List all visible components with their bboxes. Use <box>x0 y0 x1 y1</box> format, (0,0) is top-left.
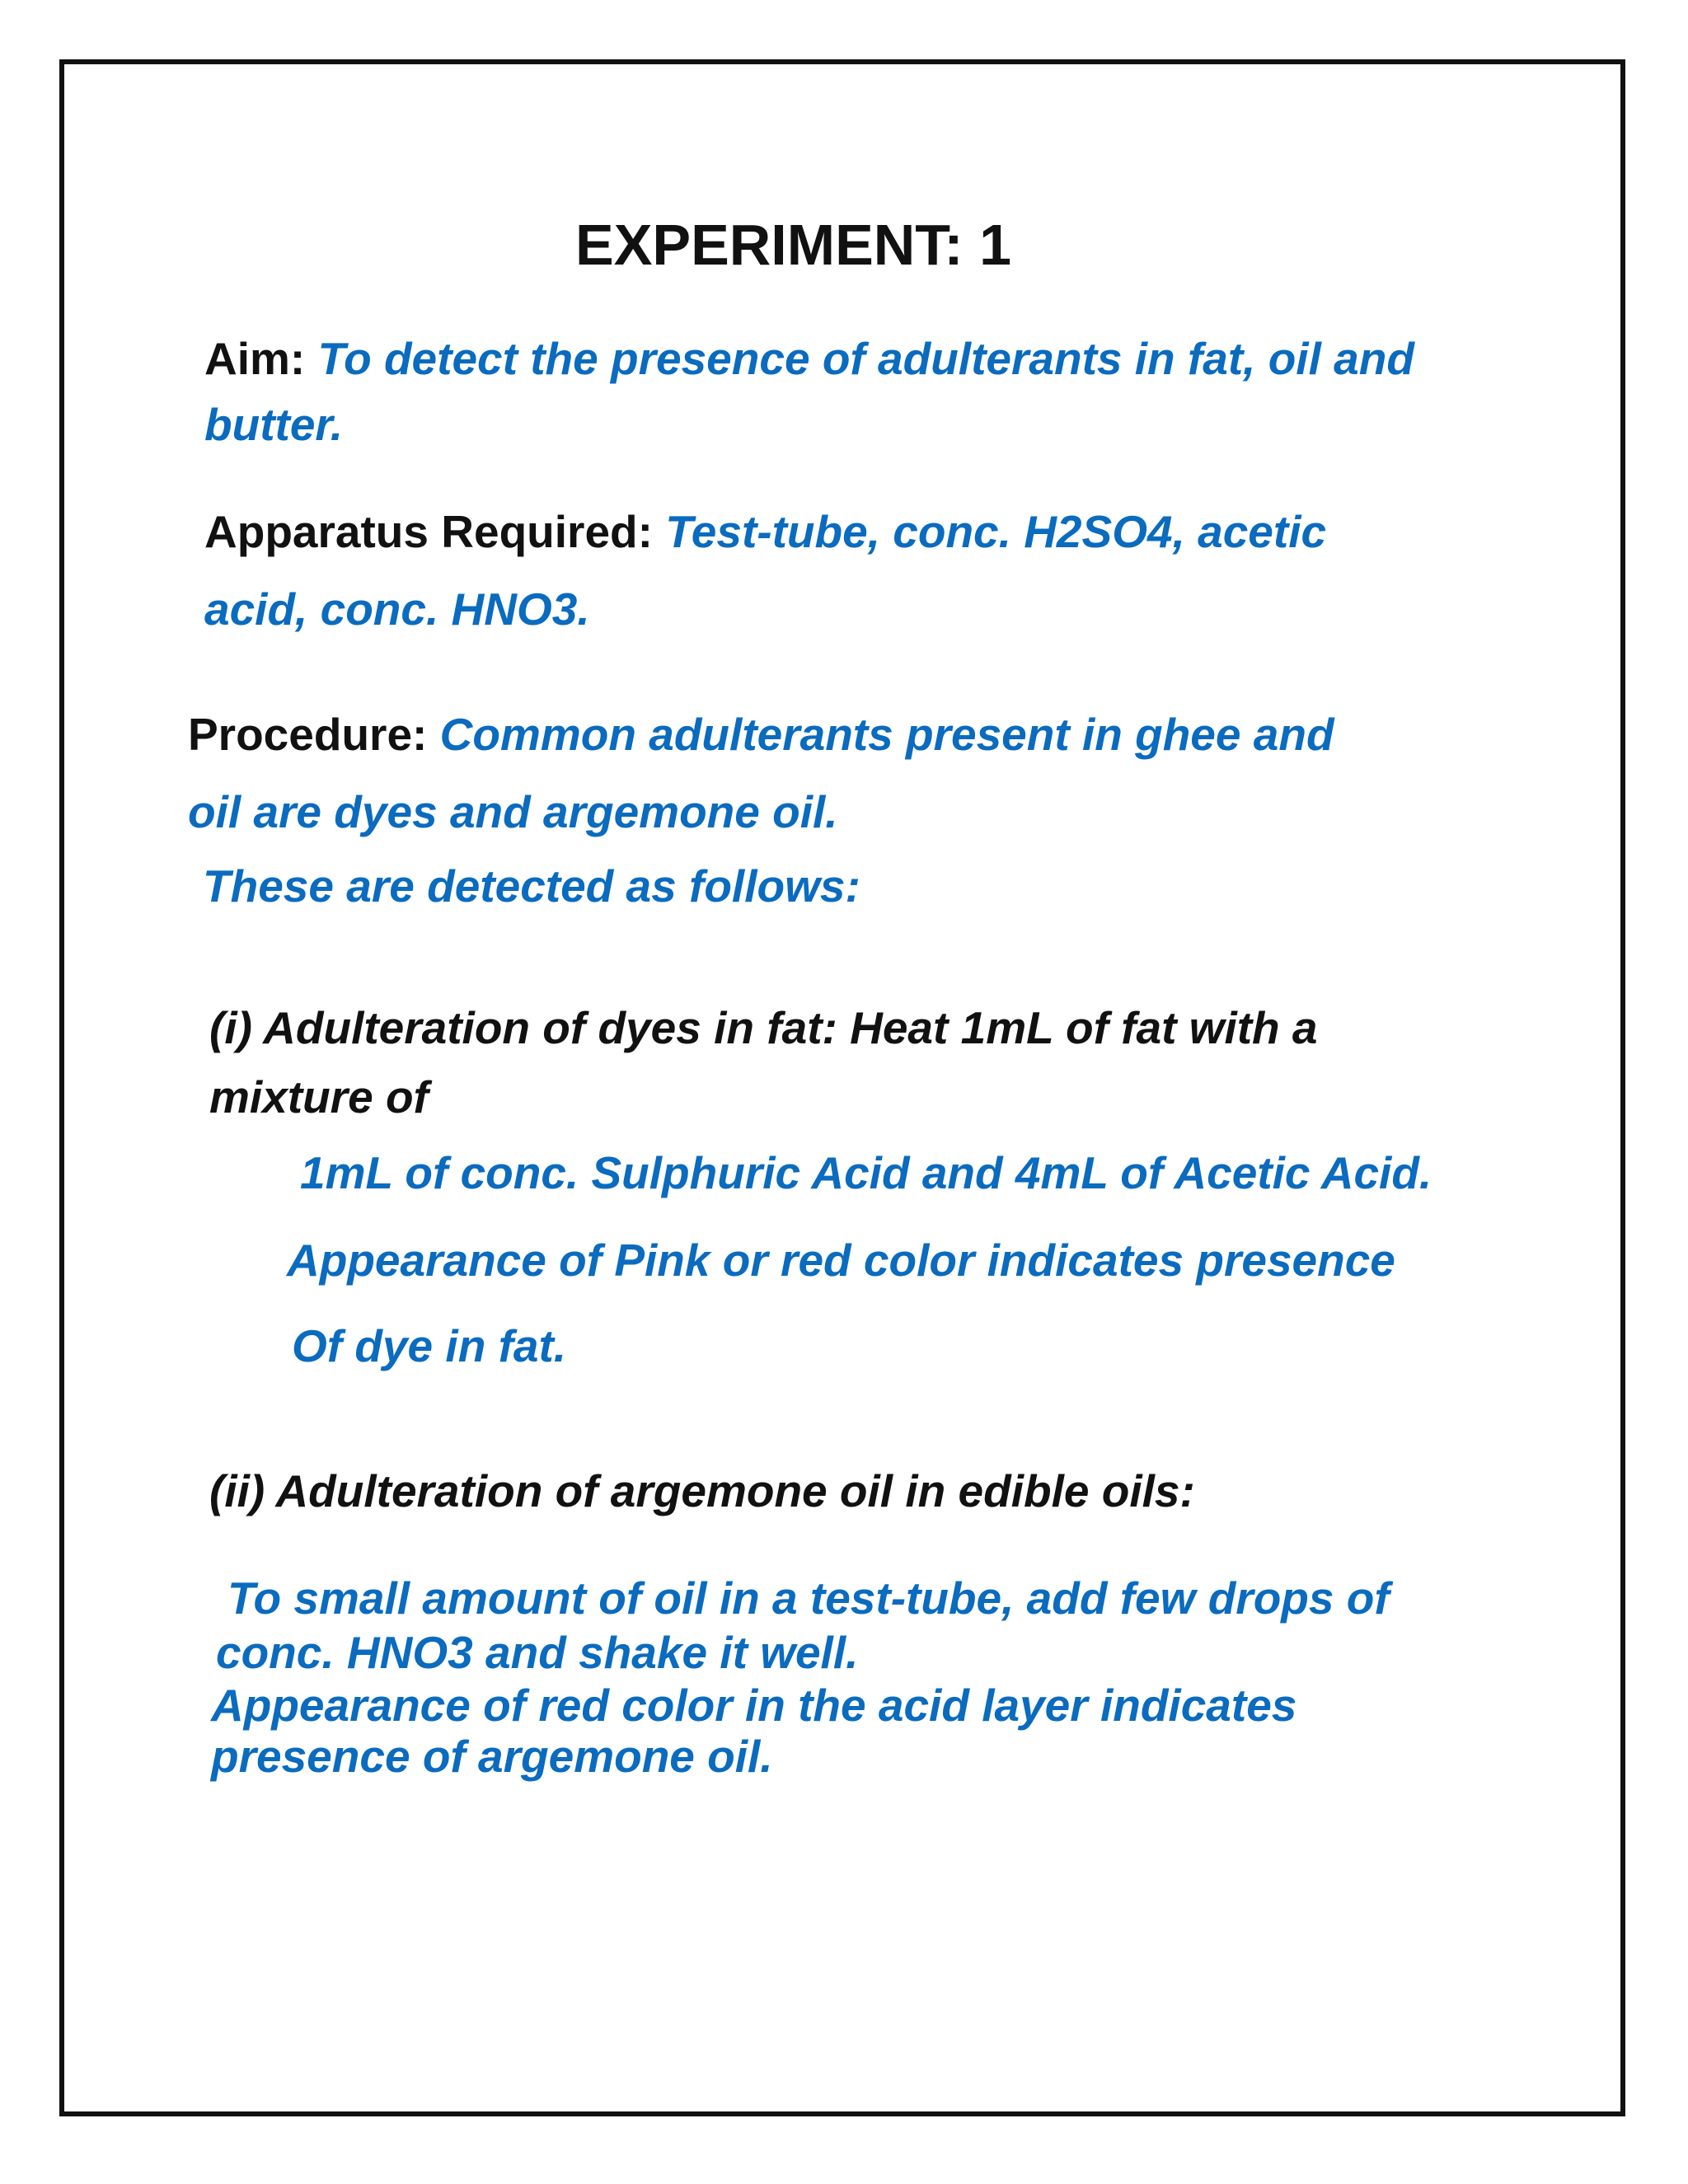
test2-line-1: To small amount of oil in a test-tube, add few drops of <box>227 1572 1390 1624</box>
test1-line-3: Of dye in fat. <box>292 1320 567 1371</box>
procedure-line-3: These are detected as follows: <box>203 860 860 912</box>
apparatus-line-2: acid, conc. HNO3. <box>204 583 590 635</box>
aim-label: Aim: <box>204 333 306 384</box>
test1-line-2: Appearance of Pink or red color indicates presence <box>287 1235 1395 1286</box>
test2-heading: (ii) Adulteration of argemone oil in edible oils: <box>209 1465 1195 1516</box>
procedure-line-1 <box>188 709 1334 760</box>
test1-heading-line-2: mixture of <box>209 1071 429 1122</box>
test1-line-1: 1mL of conc. Sulphuric Acid and 4mL of Acetic Acid. <box>300 1147 1432 1198</box>
apparatus-label: Apparatus Required: <box>204 506 653 557</box>
procedure-text: Common adulterants present in ghee and <box>439 709 1334 760</box>
apparatus-line-1 <box>204 506 1327 557</box>
procedure-line-2: oil are dyes and argemone oil. <box>188 786 838 837</box>
test2-line-3: Appearance of red color in the acid layer indicates <box>211 1680 1297 1731</box>
test2-line-4: presence of argemone oil. <box>211 1731 773 1782</box>
apparatus-text: Test-tube, conc. H2SO4, acetic <box>665 506 1327 557</box>
page-title: EXPERIMENT: 1 <box>575 213 1011 277</box>
test1-heading-line-1: (i) Adulteration of dyes in fat: Heat 1mL of fat with a <box>209 1002 1318 1053</box>
aim-text: To detect the presence of adulterants in fat, oil and <box>317 333 1414 384</box>
procedure-label: Procedure: <box>188 709 428 760</box>
aim-line-2: butter. <box>204 399 344 450</box>
test2-line-2: conc. HNO3 and shake it well. <box>216 1627 859 1678</box>
aim-line-1 <box>204 333 1414 384</box>
